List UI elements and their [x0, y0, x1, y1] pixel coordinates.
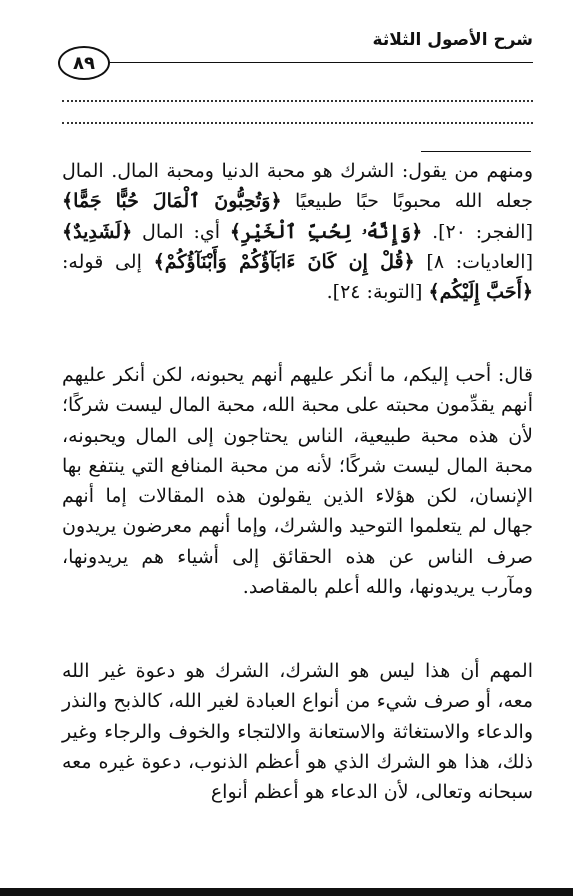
quran-verse: ﴿وَإِنَّهُۥ لِحُبِّ ٱلْخَيْرِ﴾	[229, 220, 423, 243]
page-number-badge	[58, 46, 110, 80]
header-rule	[100, 62, 533, 63]
text-line: ومنهم من يقول: الشرك هو محبة الدنيا ومحبة المال.	[111, 160, 533, 182]
paragraph-money-love	[62, 156, 533, 307]
dotted-line-2	[62, 122, 533, 124]
quran-verse: ﴿وَتُحِبُّونَ ٱلْمَالَ حُبًّا جَمًّا﴾	[62, 190, 282, 213]
paragraph-text: المهم أن هذا ليس هو الشرك، الشرك هو دعوة غير الله معه، أو صرف شيء من أنواع العبادة لغير الله، كالذبح والنذر والدعاء والاستغاثة والاستعانة والالتجاء والخوف والرجاء وغير ذلك، هذا هو الشرك الذي هو أعظم الذنوب، دعوة غيره معه سبحانه وتعالى، لأن الدعاء هو أعظم أنواع	[62, 660, 533, 804]
paragraph-explanation	[62, 360, 533, 602]
paragraph-text: قال: أحب إليكم، ما أنكر عليهم أنهم يحبونه، لكن أنكر عليهم أنهم يقدِّمون محبته على محبة الله، محبة المال ليست شركًا؛ لأن هذه محبة طبيعية، الناس يحتاجون إلى المال ويحبونه، محبة المال ليست شركًا؛ لأنه من محبة المنافع التي ينتفع بها الإنسان، لكن هؤلاء الذين يقولون هذه المقالات إما أنهم جهال لم يتعلموا التوحيد والشرك، وإما أنهم معرضون يريدون صرف الناس عن هذه الحقائق إلى أشياء هم يريدونها، ومآرب يريدونها، والله أعلم بالمقاصد.	[62, 364, 533, 599]
text-line: أي: المال	[142, 220, 221, 243]
text-line: إلى قوله:	[62, 250, 142, 273]
verse-reference: [العاديات: ٨]	[426, 250, 534, 273]
quran-verse: ﴿أَحَبَّ إِلَيْكُم﴾	[428, 281, 533, 304]
page-number: ٨٩	[73, 52, 95, 74]
paragraph-shirk-definition	[62, 656, 533, 807]
verse-reference: [التوبة: ٢٤].	[326, 281, 423, 304]
footnote-separator	[421, 151, 531, 152]
verse-reference: [الفجر: ٢٠].	[432, 220, 533, 243]
bottom-edge-bar	[0, 888, 573, 896]
dotted-line-1	[62, 100, 533, 102]
quran-verse: ﴿لَشَدِيدٌ﴾	[62, 220, 133, 243]
quran-verse: ﴿قُلْ إِن كَانَ ءَابَآؤُكُمْ وَأَبْنَآؤُكُمْ﴾	[153, 250, 415, 273]
book-title: شرح الأصول الثلاثة	[372, 30, 533, 50]
text-line: المال جعله الله محبوبًا حبًا طبيعيًا	[62, 160, 533, 213]
